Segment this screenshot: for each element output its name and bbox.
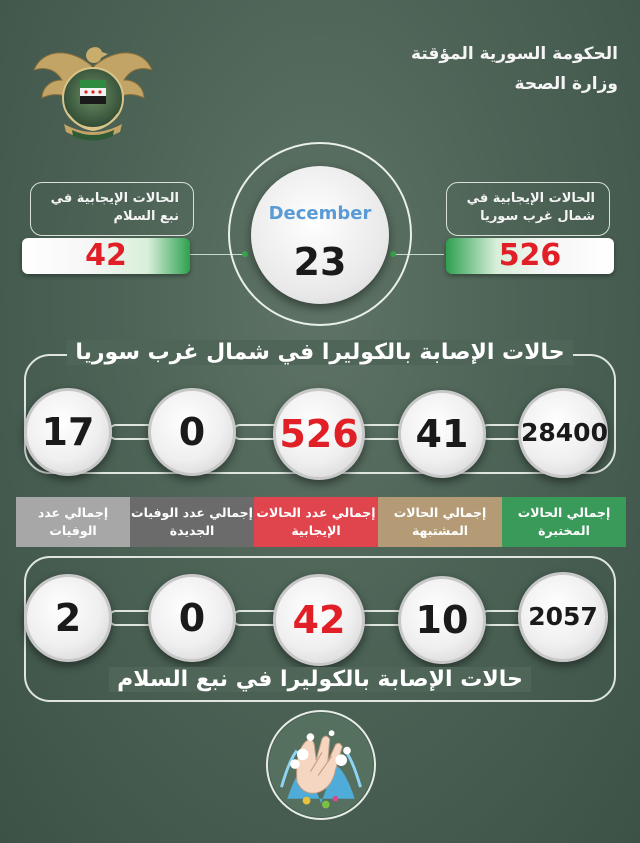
northwest-positive-count: 526 (273, 388, 365, 480)
category-positive: إجمالي عدد الحالات الإيجابية (254, 497, 378, 547)
category-new-deaths: إجمالي عدد الوفيات الجديدة (130, 497, 254, 547)
peace-spring-deaths-count: 2 (24, 574, 112, 662)
northwest-title-text: حالات الإصابة بالكوليرا في شمال غرب سوريا (67, 340, 572, 365)
peace-spring-new-deaths-count: 0 (148, 574, 236, 662)
peace-spring-summary-value: 42 (22, 238, 190, 274)
peace-spring-title-text: حالات الإصابة بالكوليرا في نبع السلام (109, 667, 531, 692)
category-suspected: إجمالي الحالات المشتبهة (378, 497, 502, 547)
peace-spring-section-title (0, 667, 640, 692)
northwest-tested-count: 28400 (518, 388, 608, 478)
northwest-summary-value: 526 (446, 238, 614, 274)
category-tested: إجمالي الحالات المختبرة (502, 497, 626, 547)
northwest-new-deaths-count: 0 (148, 388, 236, 476)
peace-spring-positive-count: 42 (273, 574, 365, 666)
northwest-section-title (0, 340, 640, 365)
hand-washing-icon (266, 710, 376, 820)
northwest-summary-label: الحالات الإيجابية في شمال غرب سوريا (446, 182, 610, 236)
ministry-title: وزارة الصحة (514, 74, 618, 94)
peace-spring-summary-label: الحالات الإيجابية في نبع السلام (30, 182, 194, 236)
peace-spring-tested-count: 2057 (518, 572, 608, 662)
peace-spring-suspected-count: 10 (398, 576, 486, 664)
category-deaths: إجمالي عدد الوفيات (16, 497, 130, 547)
date-day: 23 (293, 240, 347, 284)
date-month: December (268, 203, 372, 224)
government-title: الحكومة السورية المؤقتة (411, 44, 618, 64)
northwest-deaths-count: 17 (24, 388, 112, 476)
northwest-suspected-count: 41 (398, 390, 486, 478)
eagle-emblem-icon (28, 36, 158, 152)
